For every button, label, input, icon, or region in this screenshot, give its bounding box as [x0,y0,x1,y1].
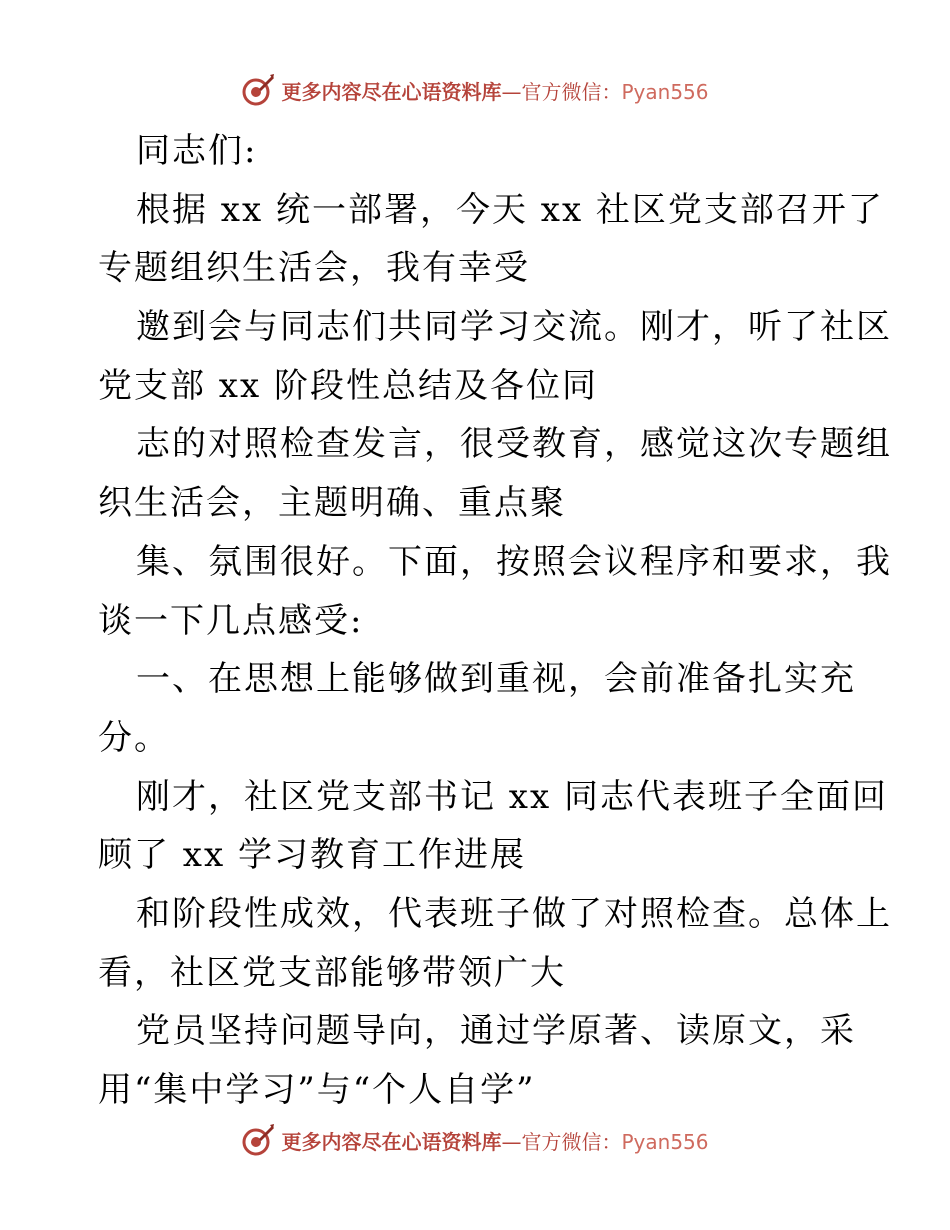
body-line: 党员坚持问题导向，通过学原著、读原文，采 [136,1011,856,1052]
body-line: 顾了 xx 学习教育工作进展 [98,835,526,876]
body-line: 邀到会与同志们共同学习交流。刚才，听了社区 [136,307,892,348]
body-line: 志的对照检查发言，很受教育，感觉这次专题组 [136,424,892,465]
watermark-dash: — [501,1129,522,1154]
watermark-dash: — [501,79,522,104]
watermark-text [281,1126,708,1155]
watermark-wechat-id: Pyan556 [621,1129,709,1154]
watermark-wechat-label: 官方微信： [521,79,622,104]
body-line: 一、在思想上能够做到重视，会前准备扎实充 [136,659,856,700]
body-line: 看，社区党支部能够带领广大 [98,952,566,993]
footer-watermark-banner [0,1120,950,1160]
body-line: 织生活会，主题明确、重点聚 [98,483,566,524]
quill-seal-logo-icon [241,1123,275,1157]
body-line: 集、氛围很好。下面，按照会议程序和要求，我 [136,541,892,582]
body-line: 谈一下几点感受: [98,600,364,641]
watermark-wechat-id: Pyan556 [621,79,709,104]
watermark-main: 更多内容尽在心语资料库 [281,1129,502,1154]
watermark-wechat-label: 官方微信： [521,1129,622,1154]
body-line: 用“集中学习”与“个人自学” [98,1070,536,1110]
body-line: 专题组织生活会，我有幸受 [98,248,530,289]
body-line: 分。 [98,717,170,758]
quill-seal-logo-icon [241,73,275,107]
body-line: 和阶段性成效，代表班子做了对照检查。总体上 [136,893,892,934]
watermark-main: 更多内容尽在心语资料库 [281,79,502,104]
body-line: 同志们: [136,131,258,171]
body-line: 党支部 xx 阶段性总结及各位同 [98,365,598,406]
document-body [98,122,892,1120]
body-line: 根据 xx 统一部署，今天 xx 社区党支部召开了 [136,189,884,230]
body-line: 刚才，社区党支部书记 xx 同志代表班子全面回 [136,776,888,817]
header-watermark-banner [0,70,950,110]
watermark-text [281,76,708,105]
